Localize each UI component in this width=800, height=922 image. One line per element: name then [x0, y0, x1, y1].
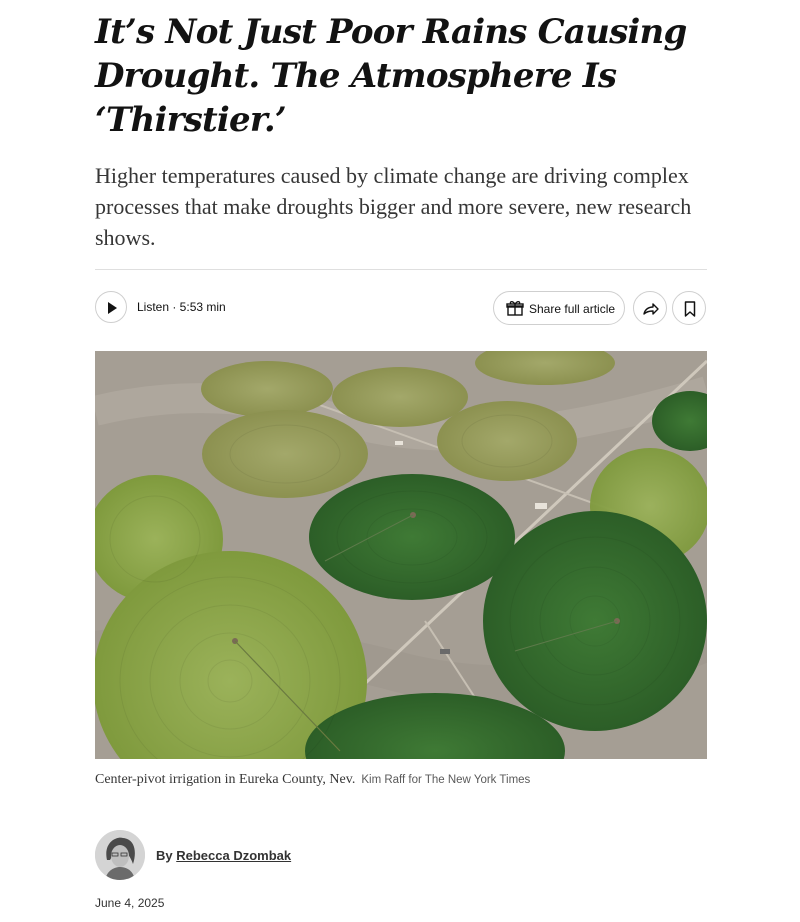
author-link[interactable]: Rebecca Dzombak [176, 848, 292, 863]
divider [95, 269, 707, 270]
play-icon [108, 302, 117, 314]
author-portrait-icon [95, 830, 145, 880]
share-button[interactable] [633, 291, 667, 325]
byline [95, 830, 707, 882]
share-full-article-label: Share full article [529, 302, 616, 316]
share-full-article-button[interactable] [493, 291, 625, 325]
byline-text [156, 848, 291, 863]
listen-button[interactable] [95, 291, 127, 323]
headline: It’s Not Just Poor Rains Causing Drought. The Atmosphere Is ‘Thirstier.’ [95, 12, 687, 140]
share-arrow-icon [642, 300, 660, 318]
lead-photo [95, 351, 707, 759]
summary: Higher temperatures caused by climate change are driving complex processes that make droughts bigger and more severe, new research shows. [95, 163, 692, 250]
aerial-irrigation-image [95, 351, 707, 759]
gift-icon [506, 299, 524, 317]
publish-date: June 4, 2025 [95, 896, 165, 910]
byline-prefix: By [156, 848, 177, 863]
article-toolbar [95, 290, 707, 326]
save-button[interactable] [672, 291, 706, 325]
author-avatar[interactable] [95, 830, 145, 880]
bookmark-icon [681, 300, 699, 318]
caption-text: Center-pivot irrigation in Eureka County, Nev. [95, 772, 356, 787]
photo-caption [95, 770, 707, 788]
listen-duration[interactable]: Listen · 5:53 min [137, 300, 226, 314]
photo-credit: Kim Raff for The New York Times [361, 774, 531, 786]
